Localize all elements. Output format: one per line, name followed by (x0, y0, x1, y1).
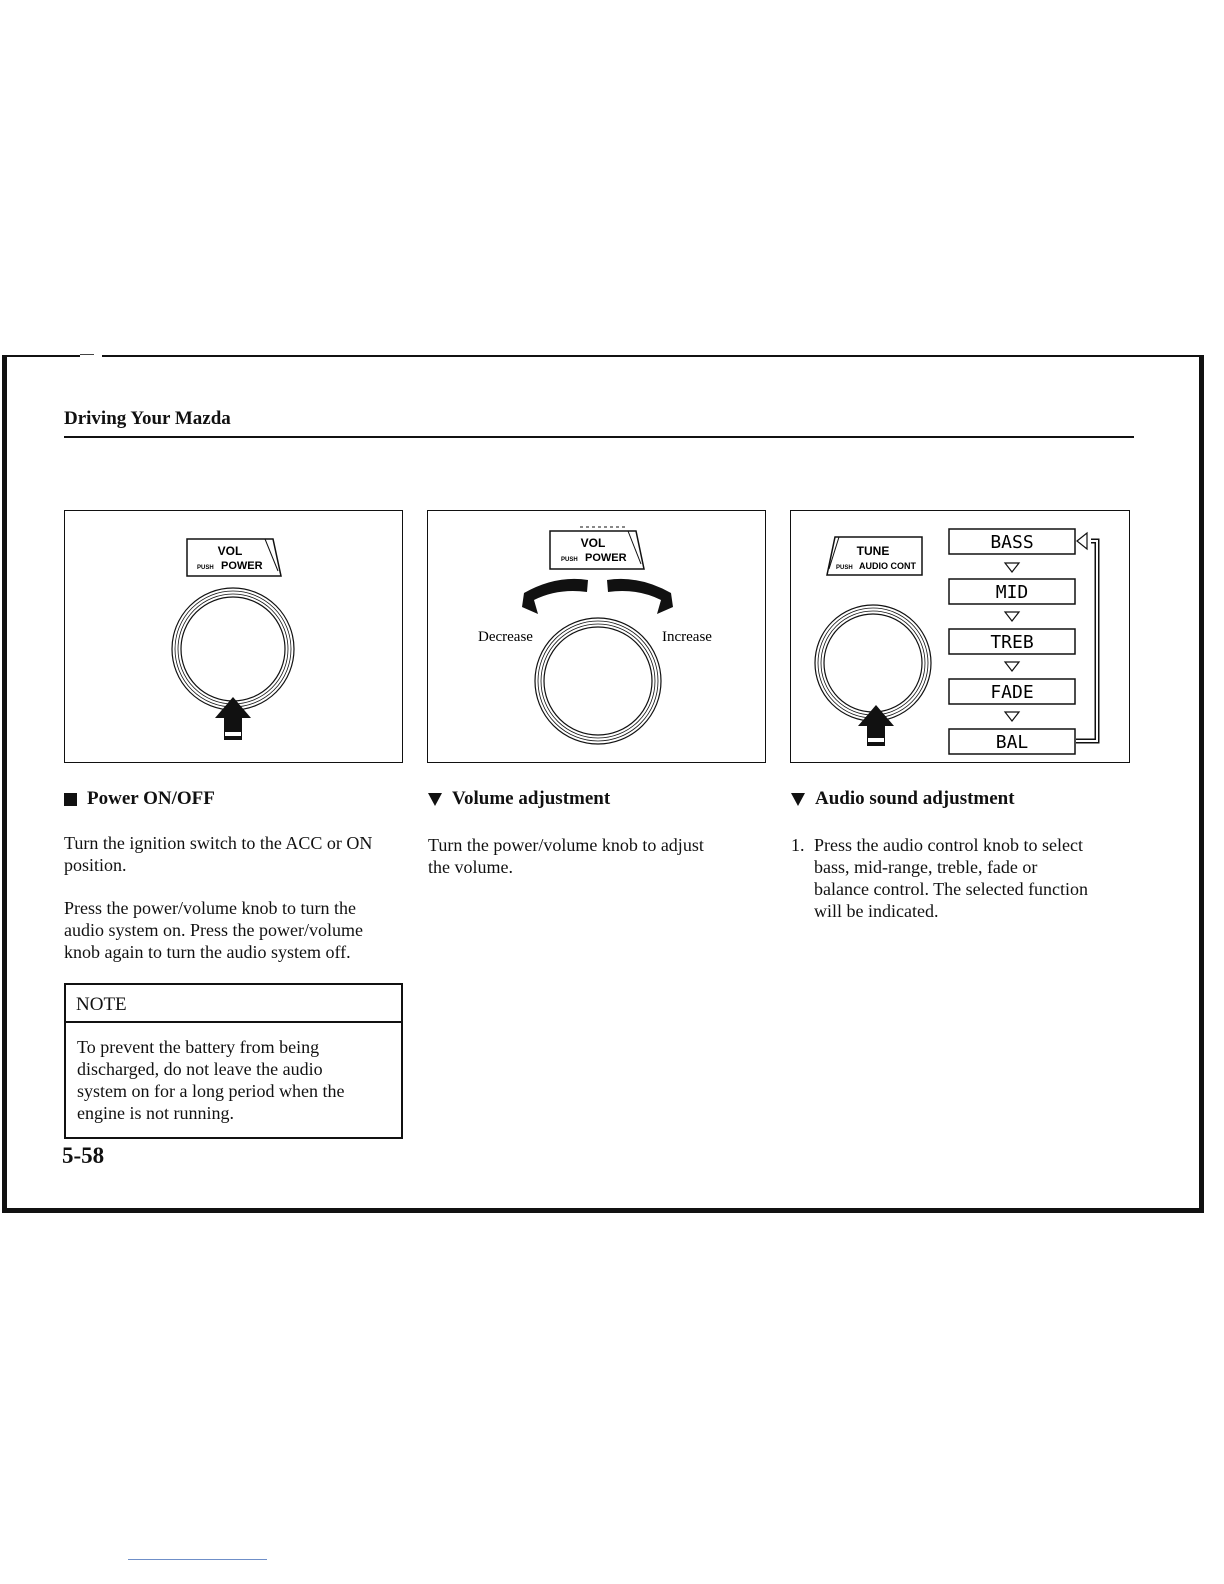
text-line: position. (64, 855, 127, 875)
decrease-arrow-icon (522, 579, 588, 614)
audio-section-heading (791, 788, 1015, 810)
mode-label: FADE (990, 682, 1034, 703)
text-line: bass, mid-range, treble, fade or (814, 857, 1038, 877)
mode-display-bass (949, 529, 1075, 554)
audio-heading-text: Audio sound adjustment (815, 788, 1015, 809)
vol-power-label-icon (187, 539, 281, 576)
decrease-label: Decrease (478, 629, 533, 645)
triangle-bullet-icon (428, 793, 442, 806)
audio-knob-icon (815, 605, 931, 721)
mode-display-bal (949, 729, 1075, 754)
power-heading-text: Power ON/OFF (87, 788, 215, 809)
text-line: engine is not running. (77, 1103, 234, 1123)
mode-label: BAL (995, 732, 1029, 753)
push-label: PUSH (197, 565, 214, 571)
cycle-return-arrow-icon (1076, 533, 1097, 741)
down-arrow-icon (1005, 662, 1019, 671)
power-label: POWER (221, 560, 263, 572)
push-label: PUSH (561, 557, 578, 563)
bottom-rule (128, 1559, 267, 1560)
mode-label: BASS (990, 532, 1034, 553)
text-line: Press the audio control knob to select (814, 835, 1083, 855)
power-section-heading (64, 788, 215, 810)
text-line: To prevent the battery from being (77, 1037, 320, 1057)
text-line: the volume. (428, 857, 513, 877)
text-line: Press the power/volume knob to turn the (64, 898, 356, 918)
tune-audio-cont-label-icon (827, 537, 922, 575)
volume-heading-text: Volume adjustment (452, 788, 611, 809)
top-dash (80, 354, 94, 355)
vol-label: VOL (580, 536, 606, 550)
audio-cont-label: AUDIO CONT (859, 561, 916, 571)
text-line: will be indicated. (814, 901, 939, 921)
text-line: Turn the ignition switch to the ACC or ON (64, 833, 373, 853)
power-label: POWER (585, 552, 627, 564)
volume-paragraph-1 (428, 834, 704, 878)
down-arrow-icon (1005, 612, 1019, 621)
page-header-title: Driving Your Mazda (64, 408, 231, 429)
text-line: knob again to turn the audio system off. (64, 942, 351, 962)
down-arrow-icon (1005, 712, 1019, 721)
vol-label: VOL (217, 544, 243, 558)
mode-display-fade (949, 679, 1075, 704)
text-line: system on for a long period when the (77, 1081, 345, 1101)
volume-knob-icon (535, 618, 661, 744)
figure-power-knob (64, 510, 403, 763)
power-paragraph-1 (64, 832, 372, 876)
top-gap (80, 350, 102, 360)
power-knob-icon (172, 588, 294, 710)
mode-label: MID (995, 582, 1029, 603)
push-label: PUSH (836, 565, 853, 571)
text-line: balance control. The selected function (814, 879, 1089, 899)
figure-volume-knob (427, 510, 766, 763)
mode-label: TREB (990, 632, 1034, 653)
text-line: audio system on. Press the power/volume (64, 920, 363, 940)
text-line: Turn the power/volume knob to adjust (428, 835, 704, 855)
audio-step-1-text (814, 834, 1088, 922)
note-text (66, 1023, 401, 1124)
volume-section-heading (428, 788, 610, 810)
increase-arrow-icon (607, 579, 673, 614)
mode-display-treb (949, 629, 1075, 654)
tune-label: TUNE (856, 544, 890, 558)
vol-power-label-icon (550, 527, 644, 569)
power-paragraph-2 (64, 897, 363, 963)
note-heading: NOTE (66, 985, 401, 1023)
square-bullet-icon (64, 793, 77, 806)
mode-display-mid (949, 579, 1075, 604)
triangle-bullet-icon (791, 793, 805, 806)
increase-label: Increase (662, 629, 712, 645)
figure-audio-control (790, 510, 1130, 763)
text-line: discharged, do not leave the audio (77, 1059, 323, 1079)
note-box (64, 983, 403, 1139)
down-arrow-icon (1005, 563, 1019, 572)
audio-step-1-number: 1. (791, 835, 805, 855)
push-arrow-icon (215, 697, 251, 740)
page-number: 5-58 (62, 1143, 105, 1168)
header-rule (64, 436, 1134, 438)
